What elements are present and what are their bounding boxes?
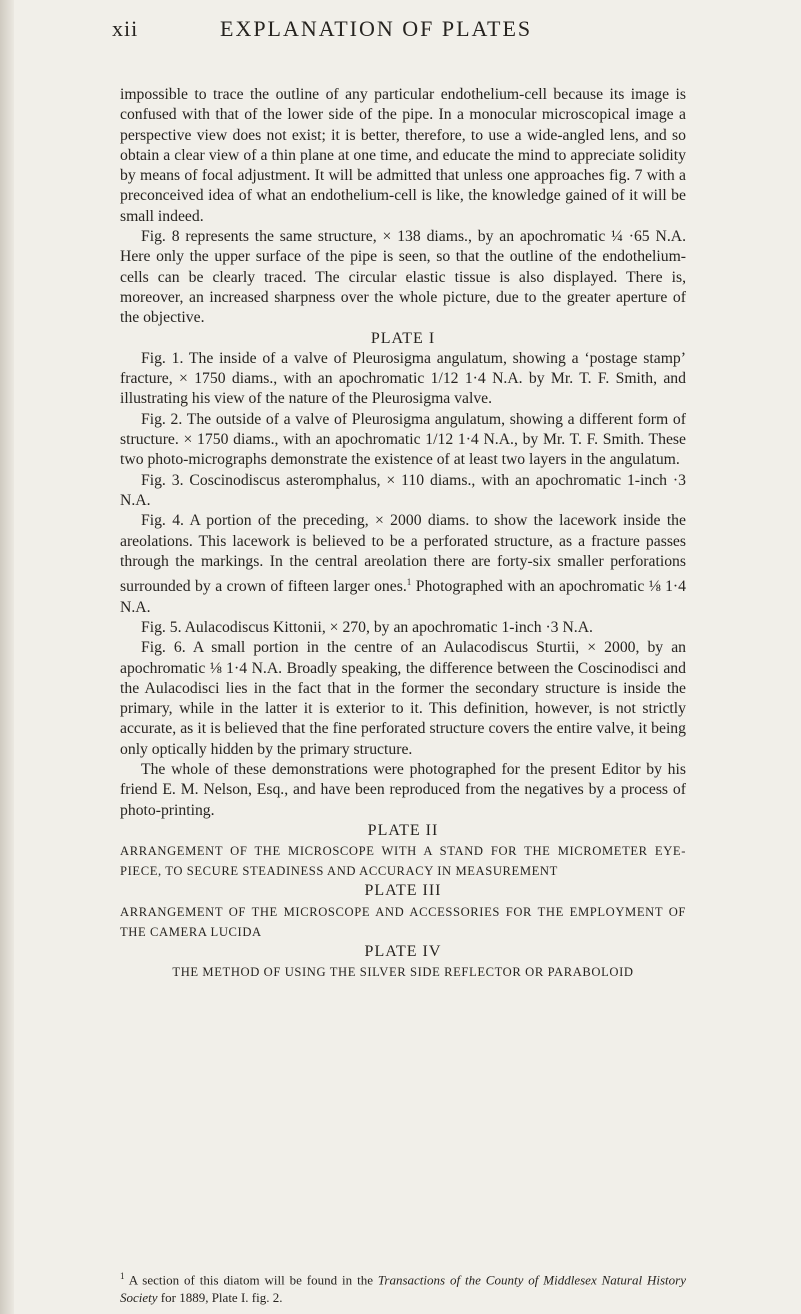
fig-4-text-cont: Photographed with an apochromatic ⅛ 1·4 N.A. — [120, 578, 686, 616]
plate-3-caption: ARRANGEMENT OF THE MICROSCOPE AND ACCESSORIES FOR THE EMPLOYMENT OF THE CAMERA LUCIDA — [120, 904, 686, 939]
plate-2-caption: ARRANGEMENT OF THE MICROSCOPE WITH A STAND FOR THE MICROMETER EYE-PIECE, TO SECURE STEADINESS AND ACCURACY IN MEASUREMENT — [120, 844, 686, 879]
page-body — [120, 85, 686, 982]
intro-paragraph-1: impossible to trace the outline of any particular endothelium-cell because its image is confused with that of the lower side of the pipe. In a monocular microscopical image a perspective view does not exist; it is better, therefore, to use a wide-angled lens, and so obtain a clear view of a thin plane at one time, and educate the mind to appreciate solidity by means of focal adjustment. It will be admitted that unless one approaches fig. 7 with a preconceived idea of what an endothelium-cell is like, the knowledge gained of it will be small indeed. — [120, 86, 686, 225]
plate-4-caption: THE METHOD OF USING THE SILVER SIDE REFLECTOR OR PARABOLOID — [172, 964, 634, 979]
footnote-text-end: for 1889, Plate I. fig. 2. — [157, 1290, 283, 1306]
plate-1-closing: The whole of these demonstrations were photographed for the present Editor by his friend E. M. Nelson, Esq., and have been reproduced from the negatives by a process of photo-printing. — [120, 761, 686, 819]
plate-1-fig-2: Fig. 2. The outside of a valve of Pleurosigma angulatum, showing a different form of structure. × 1750 diams., with an apochromatic 1/12 1·4 N.A., by Mr. T. F. Smith. These two photo-micrographs demonstrate the existence of at least two layers in the angulatum. — [120, 410, 686, 469]
plate-4-heading: PLATE IV — [364, 942, 442, 960]
running-header — [112, 10, 692, 50]
page-folio: xii — [112, 16, 139, 41]
footnote — [120, 1267, 686, 1307]
plate-1-fig-1: Fig. 1. The inside of a valve of Pleurosigma angulatum, showing a ‘postage stamp’ fracture, × 1750 diams., with an apochromatic 1/12 1·4 N.A. by Mr. T. F. Smith, and illustrating his view of the nature of the Pleurosigma valve. — [120, 349, 686, 408]
plate-1-heading: PLATE I — [370, 329, 436, 347]
plate-2-heading: PLATE II — [367, 821, 439, 839]
fig-4-text: Fig. 4. A portion of the preceding, × 2000 diams. to show the lacework inside the areolations. This lacework is believed to be a perforated structure, as a fracture passes through the markings. In the central areolation there are forty-six smaller perforations surrounded by a crown of fifteen larger ones. — [120, 512, 686, 596]
plate-1-fig-4 — [120, 511, 686, 618]
running-title: EXPLANATION OF PLATES — [220, 16, 533, 41]
intro-paragraph-2: Fig. 8 represents the same structure, × 138 diams., by an apochromatic ¼ ·65 N.A. Here only the upper surface of the pipe is seen, so that the outline of the endothelium-cells can be clearly traced. The circular elastic tissue is also displayed. There is, moreover, an increased sharpness over the whole picture, due to the greater aperture of the objective. — [120, 228, 686, 327]
footnote-marker: 1 — [120, 1271, 125, 1281]
footnote-text: A section of this diatom will be found in the — [124, 1272, 378, 1288]
plate-1-fig-3: Fig. 3. Coscinodiscus asteromphalus, × 110 diams., with an apochromatic 1-inch ·3 N.A. — [120, 471, 686, 509]
plate-1-fig-5: Fig. 5. Aulacodiscus Kittonii, × 270, by an apochromatic 1-inch ·3 N.A. — [141, 618, 593, 636]
footnote-italic-title: Transactions of the County of Middlesex Natural History Society — [120, 1272, 686, 1306]
page-gutter-shadow — [0, 0, 14, 1314]
plate-3-heading: PLATE III — [364, 882, 442, 900]
footnote-reference: 1 — [406, 577, 412, 588]
plate-1-fig-6: Fig. 6. A small portion in the centre of an Aulacodiscus Sturtii, × 2000, by an apochromatic ⅛ 1·4 N.A. Broadly speaking, the difference between the Coscinodisci and the Aulacodisci lies in the fact that in the former the secondary structure is inside the primary, while in the latter it is exterior to it. This definition, however, is not strictly accurate, as it is believed that the fine perforated structure covers the entire valve, it being only optically hidden by the primary structure. — [120, 639, 686, 758]
